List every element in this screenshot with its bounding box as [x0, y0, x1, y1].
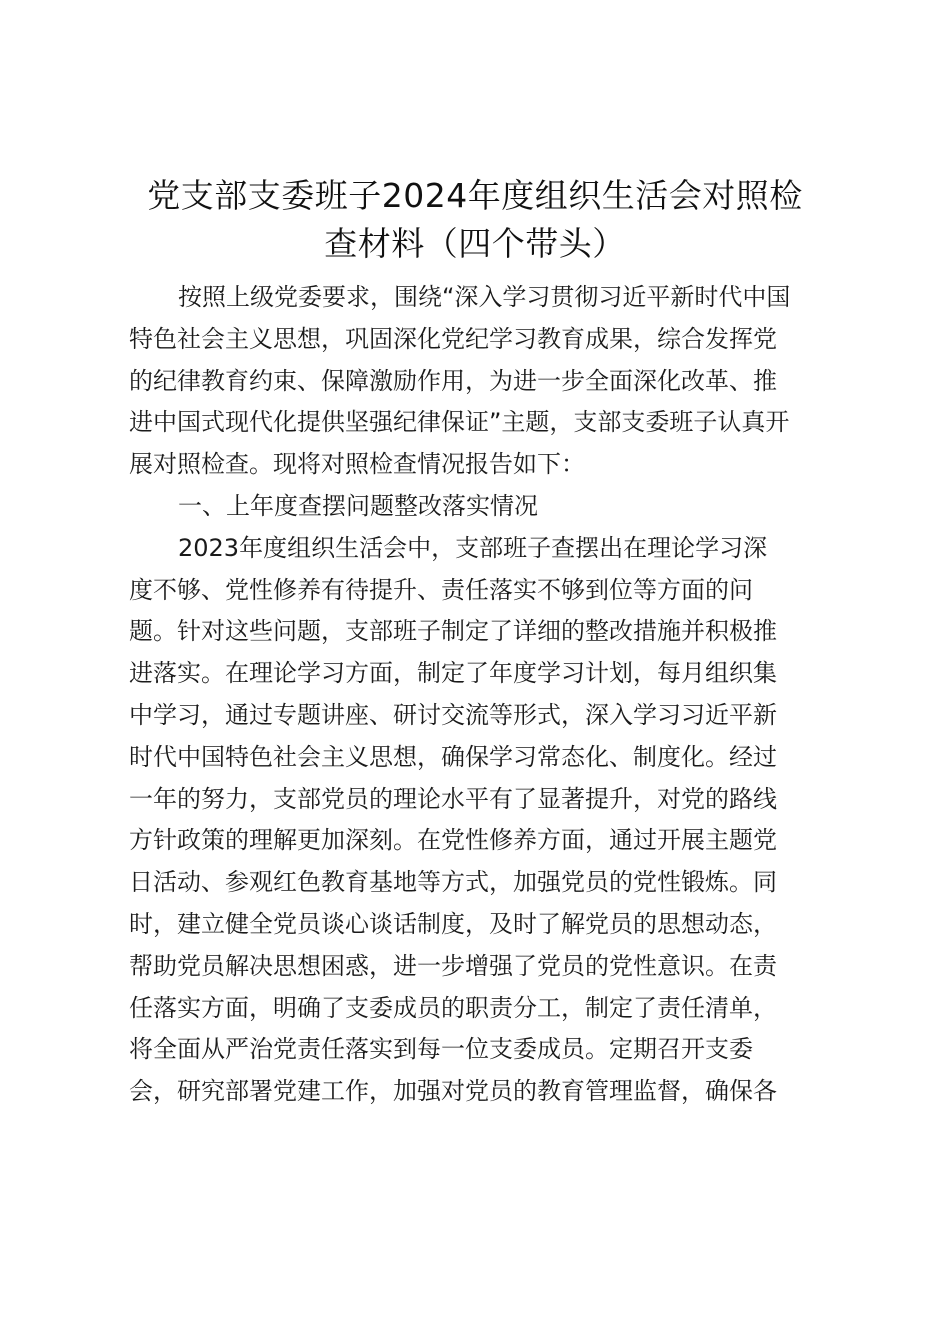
paragraph-line: 日活动、参观红色教育基地等方式，加强党员的党性锻炼。同 [129, 868, 777, 897]
document-title [110, 172, 840, 268]
paragraph-line: 2023年度组织生活会中，支部班子查摆出在理论学习深 [178, 533, 768, 562]
title-line: 查材料（四个带头） [324, 224, 626, 263]
paragraph-line: 的纪律教育约束、保障激励作用，为进一步全面深化改革、推 [129, 366, 777, 395]
paragraph-line: 方针政策的理解更加深刻。在党性修养方面，通过开展主题党 [129, 826, 777, 855]
paragraph-line: 度不够、党性修养有待提升、责任落实不够到位等方面的问 [129, 575, 753, 604]
paragraph-line: 帮助党员解决思想困惑，进一步增强了党员的党性意识。在责 [129, 951, 777, 980]
paragraph-line: 中学习，通过专题讲座、研讨交流等形式，深入学习习近平新 [129, 700, 777, 729]
paragraph-line: 会，研究部署党建工作，加强对党员的教育管理监督，确保各 [129, 1077, 777, 1106]
paragraph-line: 一年的努力，支部党员的理论水平有了显著提升，对党的路线 [129, 784, 777, 813]
paragraph-line: 进落实。在理论学习方面，制定了年度学习计划，每月组织集 [129, 659, 777, 688]
paragraph-line: 将全面从严治党责任落实到每一位支委成员。定期召开支委 [129, 1035, 753, 1064]
document-body [129, 277, 829, 1113]
paragraph-line: 任落实方面，明确了支委成员的职责分工，制定了责任清单， [129, 993, 777, 1022]
paragraph-line: 特色社会主义思想，巩固深化党纪学习教育成果，综合发挥党 [129, 324, 777, 353]
paragraph-line: 时，建立健全党员谈心谈话制度，及时了解党员的思想动态， [129, 909, 777, 938]
paragraph-line: 进中国式现代化提供坚强纪律保证”主题，支部支委班子认真开 [129, 408, 790, 437]
paragraph-line: 题。针对这些问题，支部班子制定了详细的整改措施并积极推 [129, 617, 777, 646]
title-line: 党支部支委班子2024年度组织生活会对照检 [147, 176, 803, 215]
paragraph-line: 按照上级党委要求，围绕“深入学习贯彻习近平新时代中国 [178, 283, 791, 311]
paragraph-line: 展对照检查。现将对照检查情况报告如下： [129, 450, 585, 479]
paragraph-line: 时代中国特色社会主义思想，确保学习常态化、制度化。经过 [129, 742, 777, 771]
section-heading: 一、上年度查摆问题整改落实情况 [178, 491, 538, 520]
